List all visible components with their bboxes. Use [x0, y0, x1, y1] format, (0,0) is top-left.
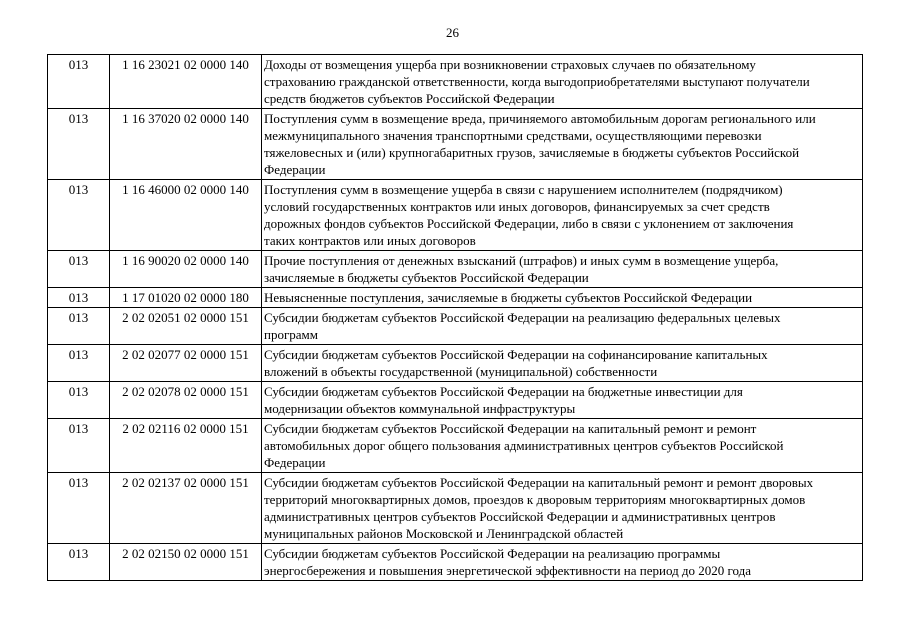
description-line: Субсидии бюджетам субъектов Российской Федерации на софинансирование капитальных	[264, 347, 768, 362]
table-row	[48, 109, 863, 180]
description-line: вложений в объекты государственной (муниципальной) собственности	[264, 364, 658, 379]
description-line: программ	[264, 327, 319, 342]
description-line: Поступления сумм в возмещение ущерба в связи с нарушением исполнителем (подрядчиком)	[264, 182, 783, 197]
table-row	[48, 345, 863, 382]
description-line: территорий многоквартирных домов, проездов к дворовым территориям многоквартирных домов	[264, 492, 806, 507]
description-line: Поступления сумм в возмещение вреда, причиняемого автомобильным дорогам регионального или	[264, 111, 816, 126]
table-row	[48, 288, 863, 308]
admin-code-cell: 013	[48, 109, 110, 180]
description-line: Субсидии бюджетам субъектов Российской Федерации на капитальный ремонт и ремонт дворовых	[264, 475, 814, 490]
admin-code-cell: 013	[48, 544, 110, 581]
page-number: 26	[446, 25, 459, 40]
revenue-description-cell	[262, 55, 863, 109]
revenue-code-cell: 2 02 02051 02 0000 151	[110, 308, 262, 345]
description-line: муниципальных районов Московской и Ленинградской областей	[264, 526, 624, 541]
table-row	[48, 251, 863, 288]
description-line: Субсидии бюджетам субъектов Российской Федерации на реализацию федеральных целевых	[264, 310, 781, 325]
revenue-description-cell	[262, 544, 863, 581]
table-row	[48, 382, 863, 419]
description-line: Доходы от возмещения ущерба при возникновении страховых случаев по обязательному	[264, 57, 756, 72]
revenue-code-cell: 1 17 01020 02 0000 180	[110, 288, 262, 308]
admin-code-cell: 013	[48, 180, 110, 251]
revenue-code-cell: 1 16 37020 02 0000 140	[110, 109, 262, 180]
table-body	[48, 55, 863, 581]
revenue-code-cell: 1 16 23021 02 0000 140	[110, 55, 262, 109]
admin-code-cell: 013	[48, 308, 110, 345]
description-line: Субсидии бюджетам субъектов Российской Федерации на реализацию программы	[264, 546, 721, 561]
revenue-description-cell	[262, 109, 863, 180]
revenue-description-cell	[262, 382, 863, 419]
description-line: средств бюджетов субъектов Российской Федерации	[264, 91, 555, 106]
revenue-description-cell	[262, 419, 863, 473]
description-line: межмуниципального значения транспортными средствами, осуществляющими перевозки	[264, 128, 762, 143]
admin-code-cell: 013	[48, 345, 110, 382]
admin-code-cell: 013	[48, 55, 110, 109]
revenue-code-cell: 2 02 02137 02 0000 151	[110, 473, 262, 544]
admin-code-cell: 013	[48, 251, 110, 288]
admin-code-cell: 013	[48, 473, 110, 544]
admin-code-cell: 013	[48, 288, 110, 308]
table-row	[48, 55, 863, 109]
description-line: автомобильных дорог общего пользования административных центров субъектов Российской	[264, 438, 784, 453]
description-line: зачисляемые в бюджеты субъектов Российской Федерации	[264, 270, 589, 285]
budget-classification-table	[47, 54, 863, 581]
description-line: административных центров субъектов Российской Федерации и административных центров	[264, 509, 776, 524]
description-line: дорожных фондов субъектов Российской Федерации, либо в связи с уклонением от заключения	[264, 216, 794, 231]
description-line: тяжеловесных и (или) крупногабаритных грузов, зачисляемые в бюджеты субъектов Российской	[264, 145, 800, 160]
revenue-description-cell	[262, 288, 863, 308]
description-line: Невыясненные поступления, зачисляемые в бюджеты субъектов Российской Федерации	[264, 290, 753, 305]
revenue-code-cell: 1 16 90020 02 0000 140	[110, 251, 262, 288]
table-row	[48, 544, 863, 581]
revenue-code-cell: 2 02 02077 02 0000 151	[110, 345, 262, 382]
table-row	[48, 419, 863, 473]
description-line: Федерации	[264, 162, 326, 177]
admin-code-cell: 013	[48, 419, 110, 473]
description-line: страхованию гражданской ответственности, когда выгодоприобретателями выступают получатели	[264, 74, 810, 89]
table-row	[48, 473, 863, 544]
revenue-description-cell	[262, 308, 863, 345]
revenue-description-cell	[262, 473, 863, 544]
description-line: модернизации объектов коммунальной инфраструктуры	[264, 401, 576, 416]
revenue-code-cell: 2 02 02150 02 0000 151	[110, 544, 262, 581]
revenue-description-cell	[262, 180, 863, 251]
revenue-code-cell: 2 02 02116 02 0000 151	[110, 419, 262, 473]
revenue-code-cell: 2 02 02078 02 0000 151	[110, 382, 262, 419]
description-line: энергосбережения и повышения энергетической эффективности на период до 2020 года	[264, 563, 752, 578]
revenue-description-cell	[262, 251, 863, 288]
description-line: Федерации	[264, 455, 326, 470]
description-line: условий государственных контрактов или иных договоров, финансируемых за счет средств	[264, 199, 770, 214]
table-row	[48, 180, 863, 251]
revenue-code-cell: 1 16 46000 02 0000 140	[110, 180, 262, 251]
admin-code-cell: 013	[48, 382, 110, 419]
description-line: таких контрактов или иных договоров	[264, 233, 476, 248]
description-line: Прочие поступления от денежных взысканий (штрафов) и иных сумм в возмещение ущерба,	[264, 253, 779, 268]
description-line: Субсидии бюджетам субъектов Российской Федерации на капитальный ремонт и ремонт	[264, 421, 757, 436]
description-line: Субсидии бюджетам субъектов Российской Федерации на бюджетные инвестиции для	[264, 384, 743, 399]
revenue-description-cell	[262, 345, 863, 382]
table-row	[48, 308, 863, 345]
